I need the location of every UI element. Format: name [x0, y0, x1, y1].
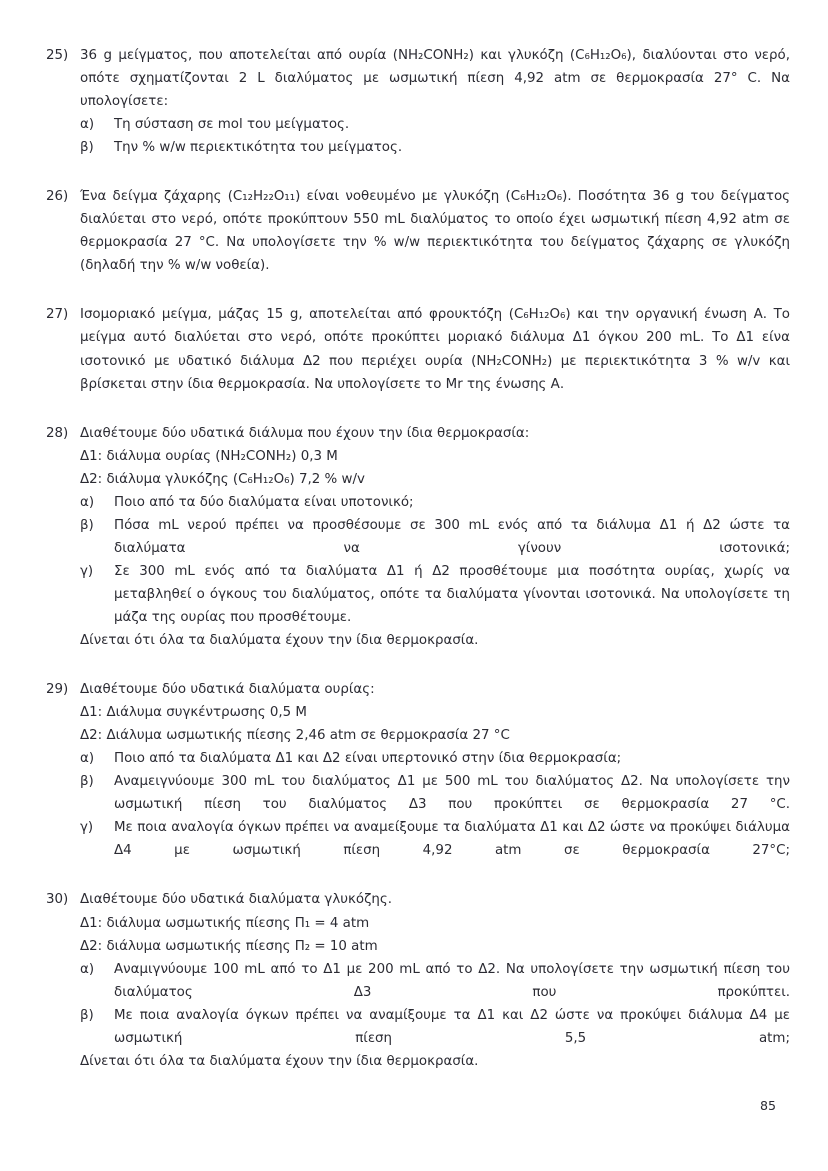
problem-27-statement — [46, 303, 790, 395]
subitem-text: Με ποια αναλογία όγκων πρέπει να αναμίξουμε τα Δ1 και Δ2 ώστε να προκύψει διάλυμα Δ4 με ωσμωτική πίεση 5,5 atm; — [114, 1007, 790, 1046]
problem-28-note: Δίνεται ότι όλα τα διαλύματα έχουν την ίδια θερμοκρασία. — [80, 633, 479, 649]
subitem-marker: α) — [80, 494, 95, 510]
problem-25-subitem-a — [46, 113, 790, 136]
subitem-marker: γ) — [80, 820, 94, 836]
problem-29 — [46, 678, 790, 862]
problem-30-definition-d2: Δ2: διάλυμα ωσμωτικής πίεσης Π₂ = 10 atm — [80, 938, 378, 954]
problem-28-definition-d1: Δ1: διάλυμα ουρίας (NH₂CONH₂) 0,3 M — [80, 448, 338, 464]
problem-30-number: 30) — [46, 892, 69, 908]
subitem-text: Σε 300 mL ενός από τα διαλύματα Δ1 ή Δ2 προσθέτουμε μια ποσότητα ουρίας, χωρίς να μεταβληθεί ο όγκους του διαλύματος, οπότε τα διαλύματα γίνονται ισοτονικά. Να υπολογίσετε τη μάζα της ουρίας που προσθέτουμε. — [114, 563, 790, 625]
problem-26-statement — [46, 185, 790, 277]
problem-28-subitem-a — [46, 491, 790, 514]
problem-29-definition-d2: Δ2: Διάλυμα ωσμωτικής πίεσης 2,46 atm σε θερμοκρασία 27 °C — [80, 728, 510, 744]
problem-30-subitem-a — [46, 958, 790, 1004]
problem-26 — [46, 185, 790, 277]
subitem-text: Την % w/w περιεκτικότητα του μείγματος. — [114, 140, 403, 156]
problem-28-statement — [46, 422, 790, 445]
problem-30-lead: Διαθέτουμε δύο υδατικά διαλύματα γλυκόζης. — [80, 892, 392, 908]
problem-29-subitem-b — [46, 770, 790, 816]
problem-28-lead: Διαθέτουμε δύο υδατικά διάλυμα που έχουν την ίδια θερμοκρασία: — [80, 425, 530, 441]
problem-27 — [46, 303, 790, 395]
problem-25-subitem-b — [46, 136, 790, 159]
subitem-text: Ποιο από τα δύο διαλύματα είναι υποτονικό; — [114, 494, 414, 510]
subitem-text: Αναμειγνύουμε 300 mL του διαλύματος Δ1 με 500 mL του διαλύματος Δ2. Να υπολογίσετε την ωσμωτική πίεση του διαλύματος Δ3 που προκύπτει σε θερμοκρασία 27 °C. — [114, 774, 790, 813]
problem-29-lead: Διαθέτουμε δύο υδατικά διαλύματα ουρίας: — [80, 682, 375, 698]
problem-28 — [46, 422, 790, 652]
subitem-text: Αναμιγνύουμε 100 mL από το Δ1 με 200 mL από το Δ2. Να υπολογίσετε την ωσμωτική πίεση του διαλύματος Δ3 που προκύπτει. — [114, 961, 790, 1000]
problem-27-lead: Ισομοριακό μείγμα, μάζας 15 g, αποτελείται από φρουκτόζη (C₆H₁₂O₆) και την οργανική ένωση Α. Το μείγμα αυτό διαλύεται στο νερό, οπότε προκύπτει μοριακό διάλυμα Δ1 όγκου 200 mL. Το Δ1 είνα ισοτονικό με υδατικό διάλυμα Δ2 που περιέχει ουρία (NH₂CONH₂) με περιεκτικότητα 3 % w/v και βρίσκεται στην ίδια θερμοκρασία. Να υπολογίσετε το Mr της ένωσης Α. — [80, 307, 790, 392]
problem-28-number: 28) — [46, 425, 69, 441]
subitem-marker: β) — [80, 774, 94, 790]
problem-30-definition-d1: Δ1: διάλυμα ωσμωτικής πίεσης Π₁ = 4 atm — [80, 915, 370, 931]
problem-29-number: 29) — [46, 682, 69, 698]
problem-28-subitem-b — [46, 514, 790, 560]
subitem-text: Τη σύσταση σε mol του μείγματος. — [114, 117, 350, 133]
problem-25-number: 25) — [46, 48, 69, 63]
subitem-text: Με ποια αναλογία όγκων πρέπει να αναμείξουμε τα διαλύματα Δ1 και Δ2 ώστε να προκύψει διάλυμα Δ4 με ωσμωτική πίεση 4,92 atm σε θερμοκρασία 27°C; — [114, 820, 790, 859]
subitem-marker: α) — [80, 751, 95, 767]
problem-29-statement — [46, 678, 790, 701]
problem-29-subitem-a — [46, 747, 790, 770]
subitem-text: Πόσα mL νερού πρέπει να προσθέσουμε σε 300 mL ενός από τα διάλυμα Δ1 ή Δ2 ώστε τα διαλύματα να γίνουν ισοτονικά; — [114, 517, 790, 556]
subitem-marker: α) — [80, 117, 95, 133]
problem-26-number: 26) — [46, 189, 69, 205]
subitem-marker: β) — [80, 1007, 94, 1023]
problem-30-note: Δίνεται ότι όλα τα διαλύματα έχουν την ίδια θερμοκρασία. — [80, 1053, 479, 1069]
problem-25-lead: 36 g μείγματος, που αποτελείται από ουρία (NH₂CONH₂) και γλυκόζη (C₆H₁₂O₆), διαλύονται στο νερό, οπότε σχηματίζονται 2 L διαλύματος με ωσμωτική πίεση 4,92 atm σε θερμοκρασία 27° C. Να υπολογίσετε: — [80, 48, 790, 110]
problem-26-lead: Ένα δείγμα ζάχαρης (C₁₂H₂₂O₁₁) είναι νοθευμένο με γλυκόζη (C₆H₁₂O₆). Ποσότητα 36 g του δείγματος διαλύεται στο νερό, οπότε προκύπτουν 550 mL διαλύματος το οποίο έχει ωσμωτική πίεση 4,92 atm σε θερμοκρασία 27 °C. Να υπολογίσετε την % w/w περιεκτικότητα του δείγματος ζάχαρης σε γλυκόζη (δηλαδή την % w/w νοθεία). — [80, 189, 790, 274]
problem-27-number: 27) — [46, 307, 69, 323]
page-number: 85 — [759, 1098, 776, 1113]
problem-28-definition-d2: Δ2: διάλυμα γλυκόζης (C₆H₁₂O₆) 7,2 % w/v — [80, 471, 365, 487]
problem-30 — [46, 888, 790, 1072]
page-content — [46, 44, 790, 1073]
problem-28-subitem-c — [46, 560, 790, 629]
subitem-text: Ποιο από τα διαλύματα Δ1 και Δ2 είναι υπερτονικό στην ίδια θερμοκρασία; — [114, 751, 622, 767]
subitem-marker: β) — [80, 140, 94, 156]
subitem-marker: γ) — [80, 563, 94, 579]
problem-29-subitem-c — [46, 816, 790, 862]
subitem-marker: α) — [80, 961, 95, 977]
problem-25-statement — [46, 44, 790, 113]
problem-30-subitem-b — [46, 1004, 790, 1050]
subitem-marker: β) — [80, 517, 94, 533]
problem-29-definition-d1: Δ1: Διάλυμα συγκέντρωσης 0,5 M — [80, 705, 307, 721]
problem-30-statement — [46, 888, 790, 911]
problem-25 — [46, 44, 790, 159]
